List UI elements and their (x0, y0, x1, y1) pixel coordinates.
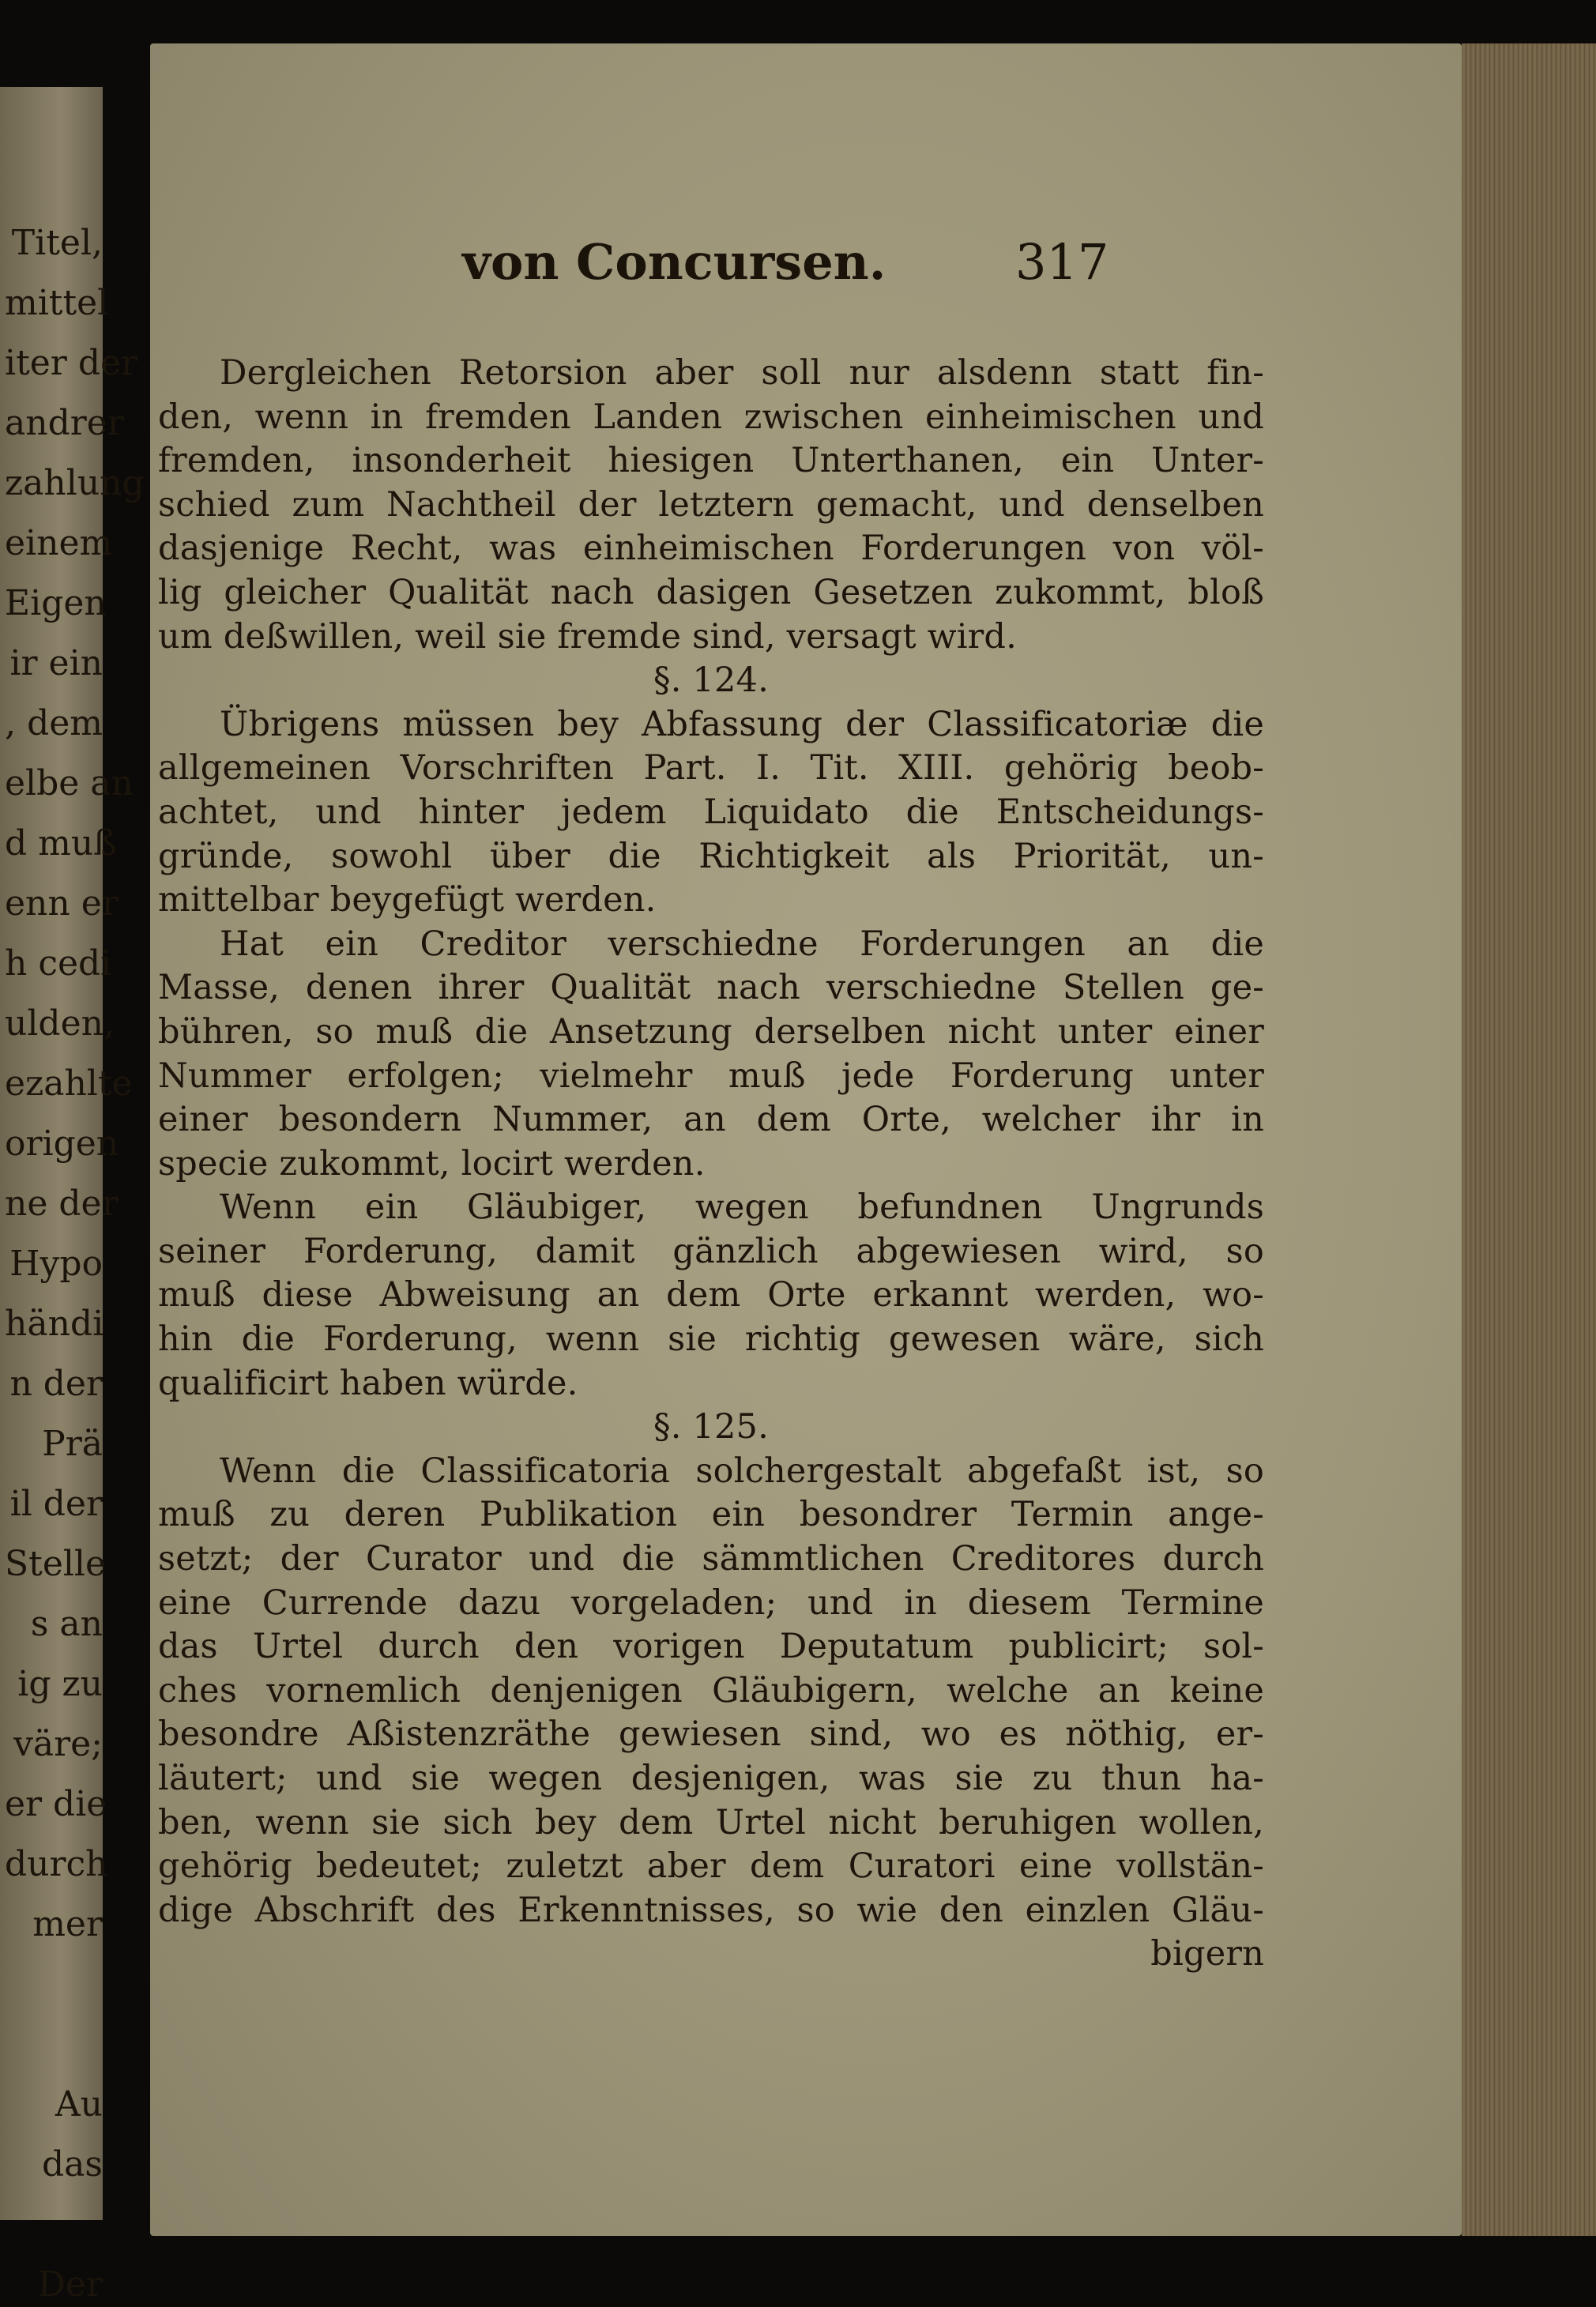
text-line: setzt; der Curator und die sämmtlichen Creditores durch (158, 1539, 1264, 1579)
text-line: allgemeinen Vorschriften Part. I. Tit. XIII. gehörig beob- (158, 748, 1264, 788)
left-page-line: il der (9, 1484, 103, 1524)
text-line: hin die Forderung, wenn sie richtig gewesen wäre, sich (158, 1319, 1264, 1360)
page-header (150, 233, 1256, 312)
book-page (150, 43, 1462, 2236)
body-text (158, 352, 1264, 1977)
left-page-line: Der (37, 2264, 103, 2305)
left-page-line: ezahlte (5, 1063, 133, 1104)
left-page-line: d muß (5, 823, 117, 864)
text-line: mittelbar beygefügt werden. (158, 880, 657, 920)
left-page-line: väre; (13, 1724, 103, 1764)
text-line: gründe, sowohl über die Richtigkeit als Priorität, un- (158, 836, 1264, 876)
left-page-line: ir ein (9, 643, 103, 683)
text-line: Wenn ein Gläubiger, wegen befundnen Ungrunds (220, 1187, 1264, 1228)
text-line: Wenn die Classificatoria solchergestalt abgefaßt ist, so (220, 1451, 1264, 1491)
left-page-line: mittel (5, 283, 109, 323)
text-line: Nummer erfolgen; vielmehr muß jede Forderung unter (158, 1056, 1264, 1096)
text-line: achtet, und hinter jedem Liquidato die Entscheidungs- (158, 792, 1264, 832)
left-page-line: , dem (5, 703, 103, 743)
left-page-line: andrer (5, 403, 124, 443)
left-page-line: Titel, (11, 223, 103, 263)
paragraph (158, 1450, 1264, 1933)
text-line: fremden, insonderheit hiesigen Unterthanen, ein Unter- (158, 441, 1264, 481)
left-page-line: zahlung (5, 463, 145, 503)
paragraph (158, 703, 1264, 923)
left-page-fragment (0, 87, 145, 2305)
page-edge (1462, 43, 1596, 2236)
left-page-line: Stelle (5, 1544, 107, 1584)
paragraph (158, 923, 1264, 1187)
paragraph (158, 352, 1264, 659)
text-line: bühren, so muß die Ansetzung derselben nicht unter einer (158, 1011, 1264, 1052)
catchword: bigern (1150, 1934, 1264, 1974)
left-page-line: n der (9, 1364, 103, 1404)
left-page-line: Au (55, 2084, 103, 2124)
left-page-line: s an (30, 1604, 103, 1644)
left-page-line: er die (5, 1784, 107, 1824)
text-line: Hat ein Creditor verschiedne Forderungen an die (220, 924, 1264, 964)
text-line: den, wenn in fremden Landen zwischen einheimischen und (158, 397, 1264, 437)
text-line: um deßwillen, weil sie fremde sind, versagt wird. (158, 616, 1018, 657)
left-page-line: Eigen (5, 583, 107, 623)
left-page-line: origen (5, 1123, 119, 1164)
left-page-line: das (42, 2144, 103, 2185)
text-line: dasjenige Recht, was einheimischen Forderungen von völ- (158, 529, 1264, 569)
left-page-line: h cedi (5, 943, 112, 984)
left-page-line: iter der (5, 343, 138, 383)
left-page-line: Prä (42, 1424, 103, 1464)
left-page-line: mer (32, 1904, 103, 1944)
text-line: eine Currende dazu vorgeladen; und in diesem Termine (158, 1583, 1264, 1623)
left-page-line: ne der (5, 1184, 119, 1224)
left-page-line: einem (5, 523, 113, 563)
text-line: Dergleichen Retorsion aber soll nur alsdenn statt fin- (220, 353, 1264, 393)
text-line: das Urtel durch den vorigen Deputatum publicirt; sol- (158, 1627, 1264, 1667)
text-line: ches vornemlich denjenigen Gläubigern, welche an keine (158, 1670, 1264, 1710)
text-line: läutert; und sie wegen desjenigen, was sie zu thun ha- (158, 1759, 1264, 1798)
text-line: dige Abschrift des Erkenntnisses, so wie den einzlen Gläu- (158, 1890, 1264, 1930)
text-line: muß zu deren Publikation ein besondrer Termin ange- (158, 1495, 1264, 1535)
left-page-line: elbe an (5, 763, 134, 803)
running-head: von Concursen. (462, 233, 886, 291)
text-line: ben, wenn sie sich bey dem Urtel nicht beruhigen wollen, (158, 1802, 1264, 1842)
paragraph (158, 1186, 1264, 1406)
text-line: gehörig bedeutet; zuletzt aber dem Curatori eine vollstän- (158, 1846, 1264, 1887)
page-number: 317 (1015, 233, 1109, 291)
left-page-line: händi (5, 1304, 104, 1344)
text-line: schied zum Nachtheil der letztern gemacht, und denselben (158, 484, 1264, 525)
text-line: seiner Forderung, damit gänzlich abgewiesen wird, so (158, 1231, 1264, 1271)
section-heading: §. 125. (653, 1407, 769, 1447)
text-line: Übrigens müssen bey Abfassung der Classificatoriæ die (220, 704, 1264, 744)
left-page-line: ulden, (5, 1003, 115, 1044)
text-line: Masse, denen ihrer Qualität nach verschiedne Stellen ge- (158, 968, 1264, 1008)
text-line: besondre Aßistenzräthe gewiesen sind, wo es nöthig, er- (158, 1714, 1264, 1755)
left-page-line: Hypo (9, 1244, 103, 1284)
left-page-line: enn er (5, 883, 119, 924)
section-heading: §. 124. (653, 660, 769, 701)
text-line: lig gleicher Qualität nach dasigen Gesetzen zukommt, bloß (158, 572, 1264, 612)
text-line: qualificirt haben würde. (158, 1363, 578, 1403)
left-page-line: ig zu (17, 1664, 103, 1704)
left-page-line: durch (5, 1844, 108, 1884)
text-line: muß diese Abweisung an dem Orte erkannt werden, wo- (158, 1275, 1264, 1315)
text-line: einer besondern Nummer, an dem Orte, welcher ihr in (158, 1100, 1264, 1140)
text-line: specie zukommt, locirt werden. (158, 1143, 706, 1184)
